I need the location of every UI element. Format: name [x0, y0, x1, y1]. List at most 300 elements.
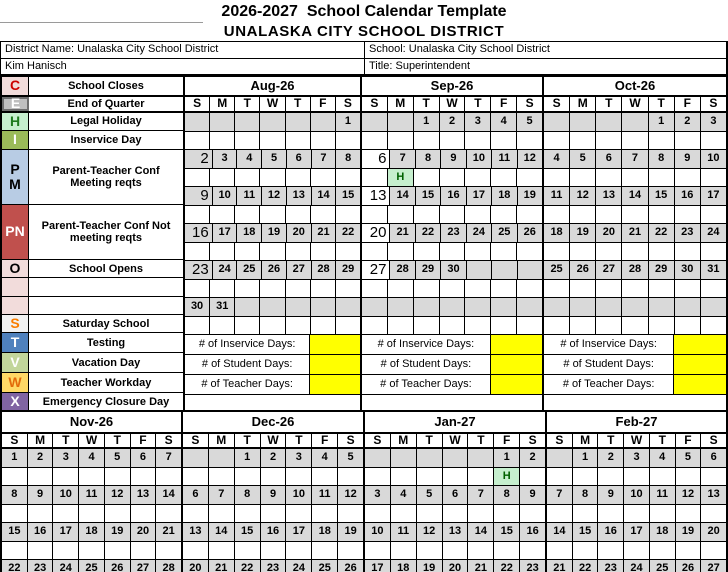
- code-cell[interactable]: [417, 468, 443, 487]
- day-cell: [414, 298, 440, 317]
- district-name-cell[interactable]: District Name: Unalaska City School District: [1, 42, 365, 59]
- code-cell[interactable]: [388, 132, 414, 151]
- code-cell[interactable]: [185, 317, 210, 336]
- code-cell[interactable]: [494, 505, 520, 524]
- day-cell: [388, 113, 414, 132]
- week-row: [362, 261, 542, 280]
- code-cell[interactable]: [391, 542, 417, 561]
- weekday-header: S: [185, 97, 210, 111]
- day-cell: 22: [235, 560, 261, 572]
- code-cell[interactable]: [440, 317, 466, 336]
- day-cell: [468, 449, 494, 468]
- code-cell[interactable]: [598, 468, 624, 487]
- day-cell: 26: [676, 560, 702, 572]
- code-cell[interactable]: [491, 169, 517, 188]
- code-row: [544, 317, 726, 336]
- code-cell[interactable]: [596, 206, 622, 225]
- week-row: [185, 261, 360, 280]
- code-cell[interactable]: [336, 132, 360, 151]
- day-cell: 5: [517, 113, 542, 132]
- day-cell: 3: [624, 449, 650, 468]
- code-cell[interactable]: [235, 317, 260, 336]
- code-cell[interactable]: [491, 243, 517, 262]
- code-row: [365, 468, 545, 487]
- code-cell[interactable]: [544, 280, 570, 299]
- day-cell: 20: [287, 224, 312, 243]
- code-cell[interactable]: [417, 542, 443, 561]
- code-cell[interactable]: [414, 132, 440, 151]
- summary-value-input[interactable]: [674, 335, 726, 355]
- code-row: [185, 280, 360, 299]
- code-cell[interactable]: [235, 169, 260, 188]
- day-cell: 25: [79, 560, 105, 572]
- legend-code-cell: S: [2, 315, 29, 332]
- code-cell[interactable]: [676, 468, 702, 487]
- weekday-header: S: [365, 434, 391, 447]
- code-cell[interactable]: [491, 206, 517, 225]
- code-cell[interactable]: [209, 505, 235, 524]
- code-cell[interactable]: [260, 280, 285, 299]
- code-cell[interactable]: [701, 280, 726, 299]
- code-cell[interactable]: [440, 280, 466, 299]
- code-cell[interactable]: [53, 468, 79, 487]
- code-cell[interactable]: [414, 280, 440, 299]
- code-cell[interactable]: [443, 468, 469, 487]
- code-cell[interactable]: [260, 132, 285, 151]
- code-cell[interactable]: [261, 542, 287, 561]
- summary-value-input[interactable]: [310, 335, 360, 355]
- day-cell: 22: [2, 560, 28, 572]
- code-cell[interactable]: [596, 243, 622, 262]
- calendar-bottom-section: [0, 410, 728, 572]
- code-cell[interactable]: [388, 243, 414, 262]
- code-cell[interactable]: [28, 468, 54, 487]
- code-cell[interactable]: [440, 169, 466, 188]
- code-cell[interactable]: [210, 280, 235, 299]
- month-block: [183, 412, 365, 572]
- code-cell[interactable]: [185, 132, 210, 151]
- code-row: [362, 206, 542, 225]
- code-cell[interactable]: [131, 468, 157, 487]
- code-cell[interactable]: [468, 505, 494, 524]
- code-cell[interactable]: [650, 542, 676, 561]
- weekday-header: W: [622, 97, 648, 111]
- month-block: [547, 412, 728, 572]
- code-cell[interactable]: [465, 132, 491, 151]
- code-cell[interactable]: [624, 542, 650, 561]
- code-cell[interactable]: [676, 505, 702, 524]
- code-cell[interactable]: [388, 280, 414, 299]
- code-cell[interactable]: [235, 132, 260, 151]
- code-cell[interactable]: [675, 169, 701, 188]
- day-cell: [235, 298, 260, 317]
- legend-code-cell: [2, 297, 29, 314]
- code-cell[interactable]: [338, 468, 363, 487]
- code-cell[interactable]: [417, 505, 443, 524]
- summary-label: # of Student Days:: [544, 355, 674, 375]
- code-cell[interactable]: [570, 243, 596, 262]
- summary-value-input[interactable]: [674, 355, 726, 375]
- code-row: [2, 542, 181, 561]
- code-cell[interactable]: [649, 280, 675, 299]
- school-name-cell[interactable]: School: Unalaska City School District: [365, 42, 727, 59]
- code-cell[interactable]: [260, 169, 285, 188]
- code-cell[interactable]: [2, 468, 28, 487]
- code-cell[interactable]: [391, 468, 417, 487]
- summary-value-input[interactable]: [491, 355, 542, 375]
- code-cell[interactable]: [622, 280, 648, 299]
- code-cell[interactable]: [311, 132, 336, 151]
- day-cell: 8: [416, 150, 441, 169]
- code-cell[interactable]: [210, 169, 235, 188]
- day-cell: 19: [262, 224, 287, 243]
- code-cell[interactable]: [286, 317, 311, 336]
- legend-code-cell: O: [2, 260, 29, 277]
- code-cell[interactable]: [701, 206, 726, 225]
- code-cell[interactable]: [79, 505, 105, 524]
- code-cell[interactable]: [28, 542, 54, 561]
- code-cell[interactable]: [520, 505, 545, 524]
- day-cell: 11: [544, 187, 570, 206]
- week-row: [362, 113, 542, 132]
- day-cell: 6: [131, 449, 157, 468]
- code-cell[interactable]: [649, 243, 675, 262]
- code-cell[interactable]: [596, 169, 622, 188]
- code-cell[interactable]: [131, 542, 157, 561]
- day-cell: 24: [701, 224, 726, 243]
- code-cell[interactable]: [362, 317, 388, 336]
- code-cell[interactable]: [517, 317, 542, 336]
- day-cell: 12: [676, 486, 702, 505]
- day-cell: 22: [416, 224, 441, 243]
- week-row: [544, 187, 726, 206]
- code-cell[interactable]: [210, 317, 235, 336]
- holiday-mark-cell[interactable]: H: [494, 468, 520, 487]
- code-cell[interactable]: [570, 317, 596, 336]
- code-cell[interactable]: [622, 243, 648, 262]
- code-cell[interactable]: [517, 169, 542, 188]
- code-cell[interactable]: [573, 505, 599, 524]
- code-cell[interactable]: [286, 169, 311, 188]
- code-cell[interactable]: [286, 542, 312, 561]
- code-cell[interactable]: [465, 280, 491, 299]
- code-cell[interactable]: [596, 280, 622, 299]
- code-cell[interactable]: [2, 505, 28, 524]
- weekday-header-row: [185, 97, 360, 113]
- code-cell[interactable]: [183, 542, 209, 561]
- code-row: [183, 542, 363, 561]
- code-row: [185, 132, 360, 151]
- code-cell[interactable]: [440, 132, 466, 151]
- code-cell[interactable]: [547, 468, 573, 487]
- code-cell[interactable]: [210, 243, 235, 262]
- code-cell[interactable]: [2, 542, 28, 561]
- code-cell[interactable]: [675, 243, 701, 262]
- code-cell[interactable]: [547, 505, 573, 524]
- code-cell[interactable]: [183, 468, 209, 487]
- legend-code-cell: P M: [2, 150, 29, 204]
- code-row: [2, 468, 181, 487]
- code-cell[interactable]: [28, 505, 54, 524]
- code-cell[interactable]: [260, 317, 285, 336]
- code-cell[interactable]: [185, 206, 210, 225]
- code-cell[interactable]: [362, 243, 388, 262]
- day-cell: 3: [286, 449, 312, 468]
- code-cell[interactable]: [468, 542, 494, 561]
- code-cell[interactable]: [517, 243, 542, 262]
- code-cell[interactable]: [598, 542, 624, 561]
- code-cell[interactable]: [573, 468, 599, 487]
- code-cell[interactable]: [311, 169, 336, 188]
- code-row: [544, 206, 726, 225]
- code-cell[interactable]: [53, 505, 79, 524]
- code-cell[interactable]: [286, 132, 311, 151]
- code-cell[interactable]: [365, 505, 391, 524]
- code-cell[interactable]: [570, 206, 596, 225]
- code-cell[interactable]: [520, 542, 545, 561]
- code-cell[interactable]: [596, 132, 622, 151]
- code-cell[interactable]: [235, 542, 261, 561]
- summary-value-input[interactable]: [491, 335, 542, 355]
- code-cell[interactable]: [336, 280, 360, 299]
- weekday-header: S: [701, 97, 726, 111]
- code-cell[interactable]: [235, 505, 261, 524]
- code-cell[interactable]: [235, 468, 261, 487]
- code-cell[interactable]: [701, 243, 726, 262]
- code-cell[interactable]: [622, 132, 648, 151]
- contact-title-cell[interactable]: Title: Superintendent: [369, 60, 471, 72]
- code-cell[interactable]: [336, 206, 360, 225]
- legend-column: [2, 77, 185, 410]
- code-cell[interactable]: [336, 169, 360, 188]
- code-cell[interactable]: [650, 505, 676, 524]
- weekday-header: S: [547, 434, 573, 447]
- code-cell[interactable]: [675, 132, 701, 151]
- code-cell[interactable]: [79, 468, 105, 487]
- code-cell[interactable]: [414, 169, 440, 188]
- code-cell[interactable]: [675, 280, 701, 299]
- day-cell: 27: [131, 560, 157, 572]
- code-cell[interactable]: [388, 206, 414, 225]
- code-cell[interactable]: [701, 542, 726, 561]
- code-cell[interactable]: [131, 505, 157, 524]
- code-cell[interactable]: [156, 505, 181, 524]
- day-cell: 8: [235, 486, 261, 505]
- code-cell[interactable]: [701, 505, 726, 524]
- weekday-header-row: [547, 434, 726, 449]
- day-cell: [467, 261, 492, 280]
- code-cell[interactable]: [286, 280, 311, 299]
- code-cell[interactable]: [185, 243, 210, 262]
- day-cell: 18: [312, 523, 338, 542]
- code-cell[interactable]: [235, 280, 260, 299]
- code-cell[interactable]: [414, 243, 440, 262]
- code-cell[interactable]: [598, 505, 624, 524]
- code-cell[interactable]: [336, 317, 360, 336]
- day-cell: 12: [338, 486, 363, 505]
- code-cell[interactable]: [388, 317, 414, 336]
- code-row: [365, 542, 545, 561]
- code-cell[interactable]: [544, 169, 570, 188]
- code-cell[interactable]: [365, 542, 391, 561]
- code-cell[interactable]: [544, 317, 570, 336]
- code-cell[interactable]: [311, 280, 336, 299]
- code-cell[interactable]: [105, 542, 131, 561]
- code-row: [544, 132, 726, 151]
- summary-value-input[interactable]: [491, 375, 542, 395]
- code-cell[interactable]: [465, 317, 491, 336]
- code-cell[interactable]: [210, 206, 235, 225]
- code-cell[interactable]: [209, 542, 235, 561]
- day-cell: 18: [237, 224, 262, 243]
- code-cell[interactable]: [624, 468, 650, 487]
- code-cell[interactable]: [260, 243, 285, 262]
- code-cell[interactable]: [622, 317, 648, 336]
- code-cell[interactable]: [701, 169, 726, 188]
- code-cell[interactable]: [544, 132, 570, 151]
- weekday-header: S: [2, 434, 28, 447]
- code-cell[interactable]: [517, 132, 542, 151]
- code-cell[interactable]: [443, 505, 469, 524]
- code-cell[interactable]: [570, 169, 596, 188]
- code-cell[interactable]: [79, 542, 105, 561]
- code-cell[interactable]: [517, 280, 542, 299]
- day-cell: 4: [312, 449, 338, 468]
- code-cell[interactable]: [235, 243, 260, 262]
- day-cell: 11: [650, 486, 676, 505]
- code-cell[interactable]: [312, 468, 338, 487]
- code-cell[interactable]: [491, 132, 517, 151]
- code-cell[interactable]: [547, 542, 573, 561]
- code-cell[interactable]: [156, 468, 181, 487]
- code-cell[interactable]: [491, 280, 517, 299]
- code-cell[interactable]: [544, 206, 570, 225]
- code-cell[interactable]: [701, 132, 726, 151]
- legend-item: [2, 131, 183, 149]
- code-cell[interactable]: [286, 505, 312, 524]
- code-cell[interactable]: [414, 317, 440, 336]
- contact-name-cell[interactable]: Kim Hanisch: [1, 59, 365, 76]
- code-cell[interactable]: [185, 280, 210, 299]
- day-cell: 14: [312, 187, 337, 206]
- code-cell[interactable]: [465, 169, 491, 188]
- code-cell[interactable]: [312, 542, 338, 561]
- day-cell: 13: [131, 486, 157, 505]
- code-cell[interactable]: [365, 468, 391, 487]
- day-cell: 11: [312, 486, 338, 505]
- code-cell[interactable]: [440, 206, 466, 225]
- code-cell[interactable]: [286, 468, 312, 487]
- day-cell: 2: [440, 113, 466, 132]
- code-cell[interactable]: [675, 206, 701, 225]
- code-cell[interactable]: [443, 542, 469, 561]
- code-cell[interactable]: [414, 206, 440, 225]
- summary-value-input[interactable]: [310, 355, 360, 375]
- code-cell[interactable]: [260, 206, 285, 225]
- code-cell[interactable]: [235, 206, 260, 225]
- code-cell[interactable]: [105, 468, 131, 487]
- code-cell[interactable]: [362, 132, 388, 151]
- code-cell[interactable]: [311, 206, 336, 225]
- code-cell[interactable]: [183, 505, 209, 524]
- code-cell[interactable]: [650, 468, 676, 487]
- holiday-mark-cell[interactable]: H: [388, 169, 414, 188]
- legend-code-cell: T: [2, 333, 29, 352]
- code-cell[interactable]: [286, 206, 311, 225]
- code-cell[interactable]: [105, 505, 131, 524]
- code-cell[interactable]: [494, 542, 520, 561]
- code-cell[interactable]: [649, 169, 675, 188]
- code-cell[interactable]: [185, 169, 210, 188]
- summary-value-input[interactable]: [310, 375, 360, 395]
- code-cell[interactable]: [649, 317, 675, 336]
- day-cell: 9: [441, 150, 466, 169]
- code-cell[interactable]: [465, 206, 491, 225]
- code-cell[interactable]: [209, 468, 235, 487]
- code-cell[interactable]: [311, 243, 336, 262]
- weekday-header: T: [105, 434, 131, 447]
- day-cell: 15: [494, 523, 520, 542]
- code-cell[interactable]: [701, 468, 726, 487]
- code-cell[interactable]: [53, 542, 79, 561]
- code-cell[interactable]: [517, 206, 542, 225]
- code-cell[interactable]: [624, 505, 650, 524]
- code-cell[interactable]: [491, 317, 517, 336]
- code-cell[interactable]: [465, 243, 491, 262]
- day-cell: 15: [573, 523, 599, 542]
- code-cell[interactable]: [520, 468, 545, 487]
- code-cell[interactable]: [596, 317, 622, 336]
- code-cell[interactable]: [261, 505, 287, 524]
- code-cell[interactable]: [468, 468, 494, 487]
- code-cell[interactable]: [286, 243, 311, 262]
- code-cell[interactable]: [570, 280, 596, 299]
- code-cell[interactable]: [311, 317, 336, 336]
- day-cell: 16: [675, 187, 701, 206]
- code-cell[interactable]: [675, 317, 701, 336]
- day-cell: 1: [336, 113, 360, 132]
- code-cell[interactable]: [261, 468, 287, 487]
- code-cell[interactable]: [312, 505, 338, 524]
- code-cell[interactable]: [649, 206, 675, 225]
- code-cell[interactable]: [210, 132, 235, 151]
- day-cell: 17: [213, 224, 238, 243]
- code-cell[interactable]: [362, 206, 388, 225]
- code-cell[interactable]: [570, 132, 596, 151]
- code-cell[interactable]: [440, 243, 466, 262]
- code-cell[interactable]: [649, 132, 675, 151]
- code-cell[interactable]: [622, 169, 648, 188]
- code-cell[interactable]: [622, 206, 648, 225]
- code-cell[interactable]: [156, 542, 181, 561]
- summary-value-input[interactable]: [674, 375, 726, 395]
- legend-code-cell[interactable]: E: [2, 97, 29, 111]
- code-cell[interactable]: [338, 542, 363, 561]
- day-cell: 21: [622, 224, 648, 243]
- code-cell[interactable]: [701, 317, 726, 336]
- code-cell[interactable]: [391, 505, 417, 524]
- code-cell[interactable]: [362, 280, 388, 299]
- code-cell[interactable]: [676, 542, 702, 561]
- code-cell[interactable]: [573, 542, 599, 561]
- day-cell: 17: [53, 523, 79, 542]
- day-cell: [440, 298, 466, 317]
- code-cell[interactable]: [544, 243, 570, 262]
- code-cell[interactable]: [362, 169, 388, 188]
- code-cell[interactable]: [338, 505, 363, 524]
- code-cell[interactable]: [336, 243, 360, 262]
- day-cell: 24: [53, 560, 79, 572]
